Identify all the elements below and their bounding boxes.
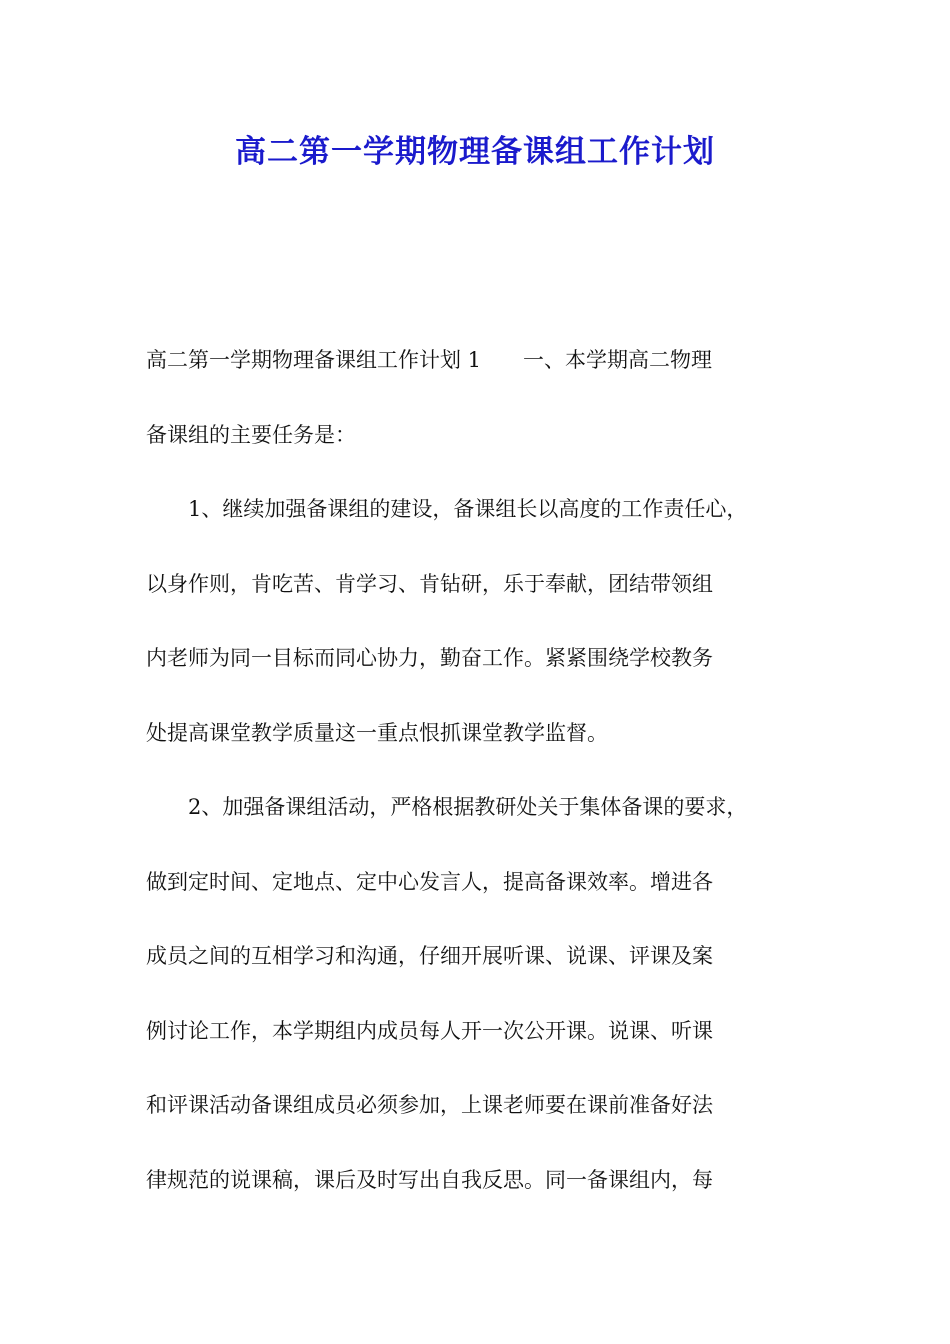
document-title: 高二第一学期物理备课组工作计划	[235, 134, 715, 170]
body-line-7: 2、加强备课组活动，严格根据教研处关于集体备课的要求，	[146, 795, 748, 819]
body-line-1: 高二第一学期物理备课组工作计划 1 一、本学期高二物理	[146, 348, 713, 372]
body-line-11: 和评课活动备课组成员必须参加，上课老师要在课前准备好法	[146, 1093, 713, 1117]
body-line-5: 内老师为同一目标而同心协力，勤奋工作。紧紧围绕学校教务	[146, 646, 713, 670]
body-line-3: 1、继续加强备课组的建设，备课组长以高度的工作责任心，	[146, 497, 748, 521]
body-line-12: 律规范的说课稿，课后及时写出自我反思。同一备课组内，每	[146, 1168, 713, 1192]
body-line-4: 以身作则，肯吃苦、肯学习、肯钻研，乐于奉献，团结带领组	[146, 572, 713, 596]
body-line-10: 例讨论工作，本学期组内成员每人开一次公开课。说课、听课	[146, 1019, 713, 1043]
body-line-8: 做到定时间、定地点、定中心发言人，提高备课效率。增进各	[146, 870, 713, 894]
body-line-9: 成员之间的互相学习和沟通，仔细开展听课、说课、评课及案	[146, 944, 713, 968]
body-line-6: 处提高课堂教学质量这一重点恨抓课堂教学监督。	[146, 721, 608, 745]
body-line-2: 备课组的主要任务是：	[146, 423, 356, 447]
